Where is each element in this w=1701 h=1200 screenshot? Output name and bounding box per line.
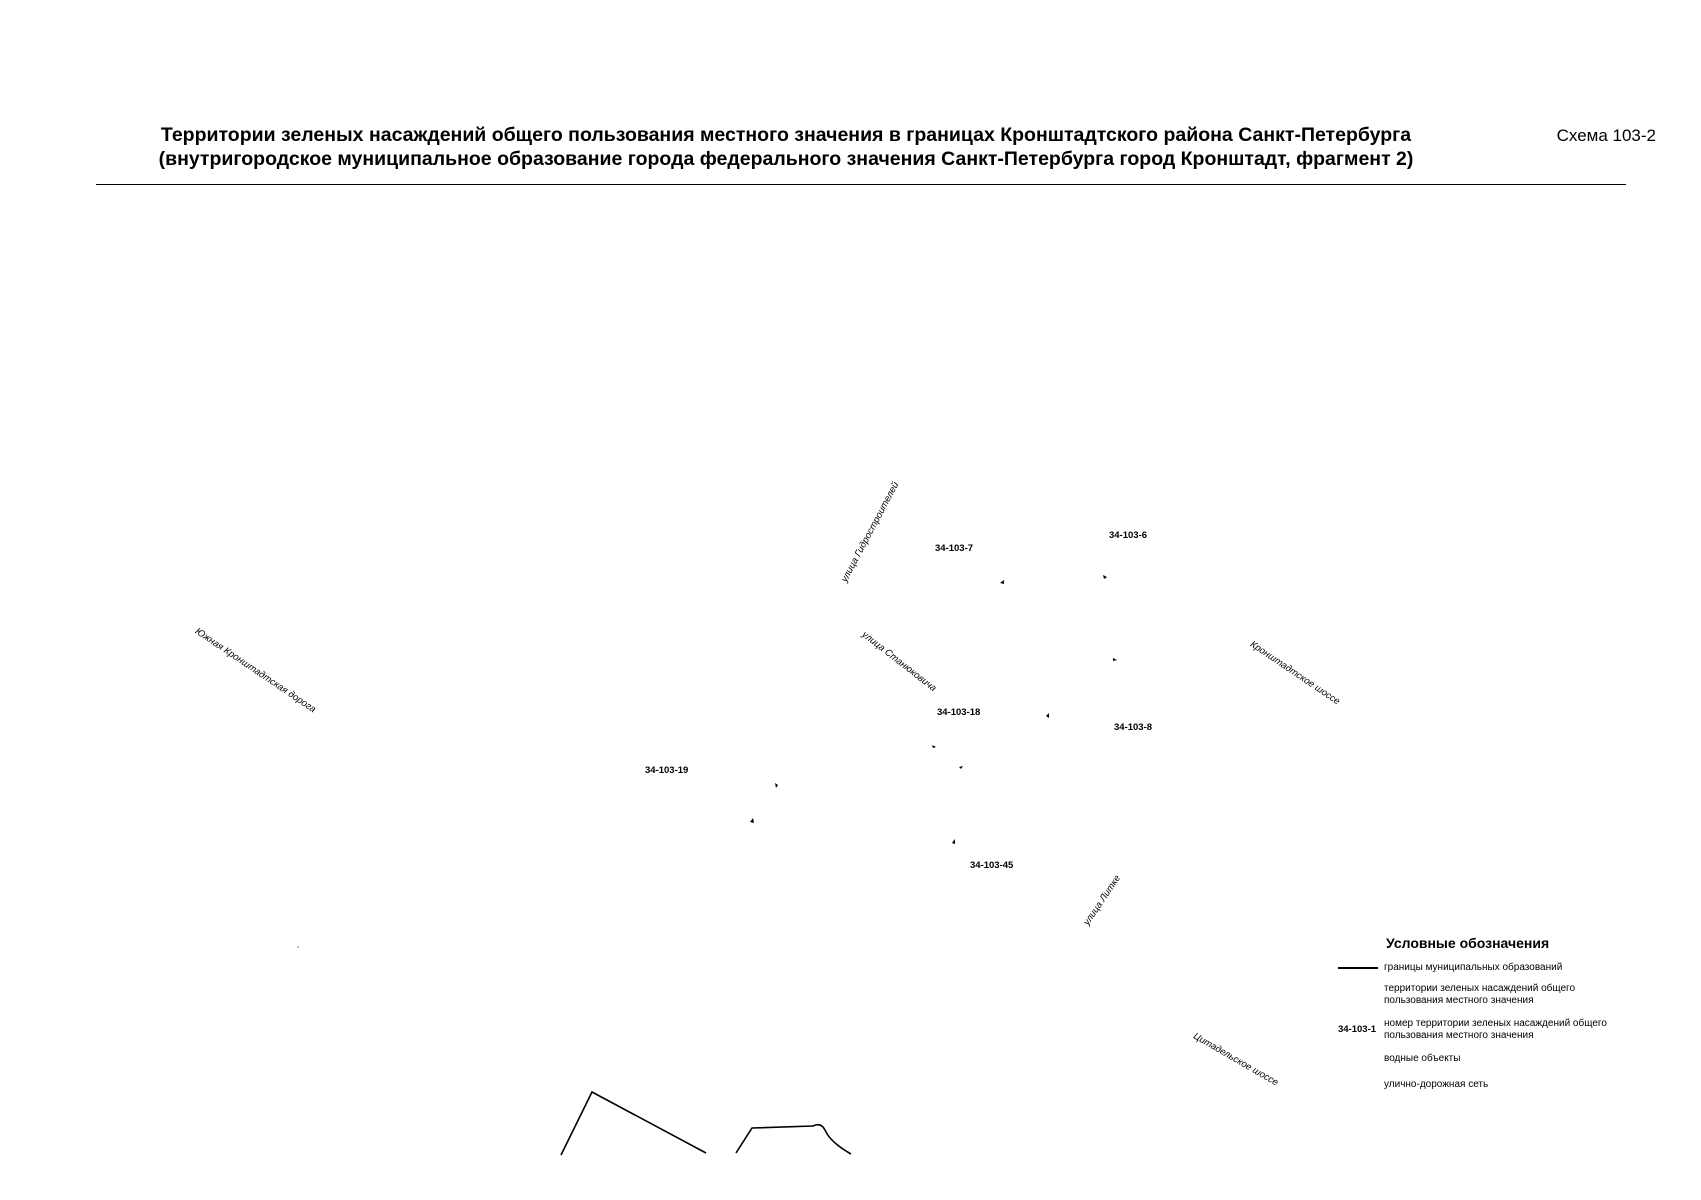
legend-item-label: номер территории зеленых насаждений общего пользования местного значения bbox=[1384, 1018, 1607, 1041]
street-label: улица Станюковича bbox=[859, 629, 939, 695]
territory-label: 34-103-7 bbox=[935, 543, 974, 554]
municipal-boundary bbox=[561, 1092, 706, 1155]
territory-label: 34-103-19 bbox=[645, 765, 689, 776]
territory-marker bbox=[775, 783, 778, 788]
legend-title: Условные обозначения bbox=[1386, 935, 1550, 951]
territory-label: 34-103-18 bbox=[937, 707, 981, 718]
territory-marker bbox=[1000, 580, 1004, 584]
territory-label: 34-103-45 bbox=[970, 860, 1014, 871]
territory-marker bbox=[1103, 575, 1107, 579]
street-label: Цитадельское шоссе bbox=[1191, 1030, 1281, 1089]
street-label: Кронштадтское шоссе bbox=[1247, 638, 1342, 708]
municipal-boundary bbox=[736, 1125, 851, 1154]
territory-label: 34-103-8 bbox=[1114, 722, 1153, 733]
map-legend bbox=[1338, 935, 1628, 1100]
title-line-2: (внутригородское муниципальное образование города федерального значения Санкт-Петербурга город Кронштадт, фрагмент 2) bbox=[158, 148, 1414, 170]
territory-marker bbox=[750, 818, 754, 823]
legend-item-label: территории зеленых насаждений общего пользования местного значения bbox=[1384, 983, 1576, 1006]
territory-marker bbox=[959, 766, 963, 769]
legend-code: 34-103-1 bbox=[1338, 1024, 1377, 1035]
title-line-1: Территории зеленых насаждений общего пользования местного значения в границах Кронштадтского района Санкт-Петербурга bbox=[160, 124, 1412, 146]
territory-marker bbox=[932, 745, 936, 748]
territory-marker bbox=[1046, 713, 1049, 718]
legend-item-label: границы муниципальных образований bbox=[1384, 962, 1563, 973]
street-label: Южная Кронштадтская дорога bbox=[192, 625, 318, 716]
territory-marker bbox=[1113, 658, 1117, 661]
scheme-number: Схема 103-2 bbox=[1556, 126, 1656, 145]
legend-item-label: улично-дорожная сеть bbox=[1384, 1079, 1489, 1090]
street-label: улица Гидростроителей bbox=[839, 480, 902, 585]
territory-label: 34-103-6 bbox=[1109, 530, 1148, 541]
street-label: улица Литке bbox=[1081, 873, 1124, 928]
legend-item-label: водные объекты bbox=[1384, 1053, 1461, 1064]
map-dot bbox=[297, 946, 299, 948]
territory-marker bbox=[952, 839, 955, 844]
